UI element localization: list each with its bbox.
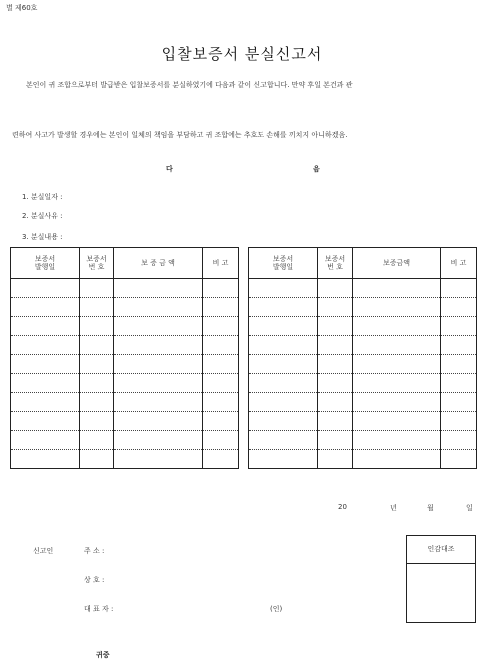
table-cell[interactable] [114, 412, 203, 431]
table-cell[interactable] [353, 450, 441, 469]
date-year-prefix: 20 [338, 503, 347, 511]
date-month-label: 월 [427, 504, 434, 512]
table-cell[interactable] [114, 317, 203, 336]
statement-line-2: 련하여 사고가 발생할 경우에는 본인이 일체의 책임을 부담하고 귀 조합에는 추호도 손해를 끼치지 아니하겠음. [12, 131, 348, 139]
table-cell[interactable] [353, 355, 441, 374]
seal-mark: (인) [270, 605, 283, 613]
table-cell[interactable] [11, 450, 80, 469]
table-cell[interactable] [441, 298, 477, 317]
table-row [249, 450, 477, 469]
table-cell[interactable] [114, 450, 203, 469]
table-row [249, 336, 477, 355]
date-year-label: 년 [390, 504, 397, 512]
table-row [249, 412, 477, 431]
col-remarks: 비 고 [203, 248, 239, 279]
table-cell[interactable] [353, 298, 441, 317]
col-guarantee-number: 보증서 번 호 [80, 248, 114, 279]
table-cell[interactable] [80, 450, 114, 469]
company-field: 상 호 : [84, 576, 105, 584]
table-cell[interactable] [80, 412, 114, 431]
table-cell[interactable] [11, 279, 80, 298]
address-field: 주 소 : [84, 547, 105, 555]
table-cell[interactable] [249, 374, 318, 393]
table-cell[interactable] [11, 374, 80, 393]
table-cell[interactable] [11, 336, 80, 355]
heading-left: 다 [166, 165, 173, 173]
table-cell[interactable] [318, 298, 353, 317]
table-cell[interactable] [353, 412, 441, 431]
table-cell[interactable] [203, 279, 239, 298]
table-cell[interactable] [249, 412, 318, 431]
table-cell[interactable] [80, 431, 114, 450]
table-cell[interactable] [318, 279, 353, 298]
table-cell[interactable] [249, 317, 318, 336]
table-cell[interactable] [249, 298, 318, 317]
table-cell[interactable] [80, 355, 114, 374]
table-cell[interactable] [80, 393, 114, 412]
table-row [249, 317, 477, 336]
representative-field: 대 표 자 : [84, 605, 114, 613]
table-cell[interactable] [318, 317, 353, 336]
table-cell[interactable] [203, 431, 239, 450]
table-cell[interactable] [441, 393, 477, 412]
table-cell[interactable] [441, 336, 477, 355]
table-cell[interactable] [114, 279, 203, 298]
table-cell[interactable] [353, 431, 441, 450]
loss-details-field: 3. 분실내용 : [22, 233, 63, 241]
table-cell[interactable] [249, 450, 318, 469]
table-cell[interactable] [249, 336, 318, 355]
seal-verification-label: 인감대조 [407, 536, 475, 564]
table-cell[interactable] [318, 450, 353, 469]
table-row [11, 336, 239, 355]
col-issue-date: 보증서 발행일 [11, 248, 80, 279]
table-cell[interactable] [203, 412, 239, 431]
table-cell[interactable] [318, 355, 353, 374]
table-cell[interactable] [249, 393, 318, 412]
table-cell[interactable] [353, 317, 441, 336]
table-cell[interactable] [441, 450, 477, 469]
table-cell[interactable] [203, 374, 239, 393]
table-row [11, 374, 239, 393]
statement-line-1: 본인이 귀 조합으로부터 발급받은 입찰보증서를 분실하였기에 다음과 같이 신고합니다. 만약 후일 본건과 관 [26, 81, 353, 89]
table-cell[interactable] [318, 393, 353, 412]
table-row [249, 298, 477, 317]
table-cell[interactable] [80, 336, 114, 355]
table-cell[interactable] [203, 450, 239, 469]
table-cell[interactable] [11, 298, 80, 317]
table-cell[interactable] [203, 393, 239, 412]
table-cell[interactable] [114, 374, 203, 393]
heading-right: 음 [313, 165, 320, 173]
table-row [249, 374, 477, 393]
table-cell[interactable] [11, 355, 80, 374]
table-cell[interactable] [114, 355, 203, 374]
table-cell[interactable] [11, 393, 80, 412]
table-cell[interactable] [11, 317, 80, 336]
table-cell[interactable] [353, 336, 441, 355]
loss-date-field: 1. 분실일자 : [22, 193, 63, 201]
table-cell[interactable] [80, 374, 114, 393]
table-row [11, 298, 239, 317]
table-cell[interactable] [353, 374, 441, 393]
col-guarantee-amount: 보증금액 [353, 248, 441, 279]
table-cell[interactable] [441, 431, 477, 450]
table-cell[interactable] [318, 412, 353, 431]
table-cell[interactable] [203, 298, 239, 317]
table-row [249, 393, 477, 412]
table-row [11, 412, 239, 431]
table-cell[interactable] [441, 355, 477, 374]
loss-reason-field: 2. 분실사유 : [22, 212, 63, 220]
left-guarantee-table [10, 247, 239, 469]
table-cell[interactable] [80, 279, 114, 298]
table-cell[interactable] [114, 431, 203, 450]
document-title: 입찰보증서 분실신고서 [161, 45, 323, 63]
addressee: 귀중 [96, 651, 110, 659]
table-cell[interactable] [441, 412, 477, 431]
table-cell[interactable] [203, 355, 239, 374]
reporter-label: 신고인 [33, 547, 54, 555]
col-issue-date: 보증서 발행일 [249, 248, 318, 279]
table-row [11, 355, 239, 374]
table-cell[interactable] [441, 279, 477, 298]
table-cell[interactable] [80, 298, 114, 317]
table-cell[interactable] [114, 393, 203, 412]
table-cell[interactable] [80, 317, 114, 336]
table-cell[interactable] [441, 374, 477, 393]
table-cell[interactable] [249, 355, 318, 374]
table-row [249, 431, 477, 450]
table-cell[interactable] [203, 317, 239, 336]
col-guarantee-amount: 보 증 금 액 [114, 248, 203, 279]
table-cell[interactable] [203, 336, 239, 355]
table-cell[interactable] [441, 317, 477, 336]
table-cell[interactable] [249, 279, 318, 298]
table-cell[interactable] [11, 412, 80, 431]
table-cell[interactable] [114, 298, 203, 317]
table-cell[interactable] [114, 336, 203, 355]
table-cell[interactable] [318, 431, 353, 450]
table-row [11, 431, 239, 450]
table-row [11, 279, 239, 298]
col-guarantee-number: 보증서 번 호 [318, 248, 353, 279]
table-cell[interactable] [353, 393, 441, 412]
table-row [11, 317, 239, 336]
date-day-label: 일 [466, 504, 473, 512]
table-cell[interactable] [249, 431, 318, 450]
right-guarantee-table [248, 247, 477, 469]
table-row [249, 279, 477, 298]
table-row [11, 393, 239, 412]
table-cell[interactable] [318, 374, 353, 393]
col-remarks: 비 고 [441, 248, 477, 279]
seal-verification-box [406, 535, 476, 623]
table-cell[interactable] [318, 336, 353, 355]
table-row [11, 450, 239, 469]
table-row [249, 355, 477, 374]
table-cell[interactable] [353, 279, 441, 298]
table-cell[interactable] [11, 431, 80, 450]
form-number: 별 제60호 [6, 4, 38, 12]
